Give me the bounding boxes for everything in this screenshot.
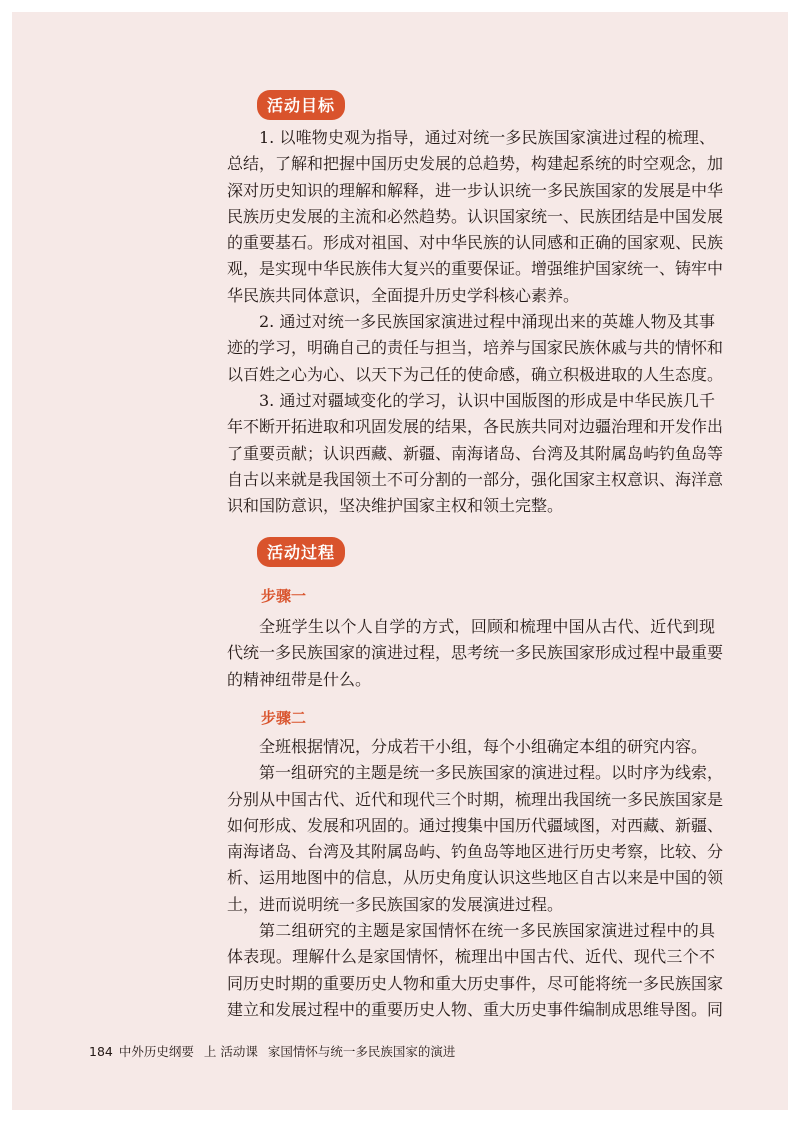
text-line: 深对历史知识的理解和解释，进一步认识统一多民族国家的发展是中华 bbox=[227, 180, 724, 200]
book-title: 中外历史纲要 bbox=[118, 1044, 194, 1059]
text-line: 了重要贡献；认识西藏、新疆、南海诸岛、台湾及其附属岛屿钓鱼岛等 bbox=[227, 443, 724, 463]
text-line: 观，是实现中华民族伟大复兴的重要保证。增强维护国家统一、铸牢中 bbox=[227, 259, 724, 279]
text-line: 总结，了解和把握中国历史发展的总趋势，构建起系统的时空观念，加 bbox=[227, 154, 724, 174]
volume-label: 上 bbox=[203, 1044, 217, 1059]
text-line: 析、运用地图中的信息，从历史角度认识这些地区自古以来是中国的领 bbox=[227, 868, 724, 888]
text-line: 识和国防意识，坚决维护国家主权和领土完整。 bbox=[227, 496, 564, 516]
text-line: 全班学生以个人自学的方式，回顾和梳理中国从古代、近代到现 bbox=[259, 617, 715, 636]
lesson-type: 活动课 bbox=[220, 1044, 258, 1059]
textbook-page bbox=[12, 12, 788, 1110]
step-two-text bbox=[227, 734, 724, 1023]
section-badge-process: 活动过程 bbox=[257, 537, 345, 567]
goals-text bbox=[227, 125, 724, 519]
page-number: 184 bbox=[89, 1044, 113, 1059]
text-line: 民族历史发展的主流和必然趋势。认识国家统一、民族团结是中国发展 bbox=[227, 206, 724, 226]
page-footer bbox=[89, 1042, 455, 1060]
text-line: 代统一多民族国家的演进过程，思考统一多民族国家形成过程中最重要 bbox=[227, 643, 724, 663]
text-line: 建立和发展过程中的重要历史人物、重大历史事件编制成思维导图。同 bbox=[227, 999, 724, 1019]
text-line: 体表现。理解什么是家国情怀，梳理出中国古代、近代、现代三个不 bbox=[227, 947, 715, 967]
text-line: 第一组研究的主题是统一多民族国家的演进过程。以时序为线索， bbox=[259, 763, 724, 783]
text-line: 全班根据情况，分成若干小组，每个小组确定本组的研究内容。 bbox=[259, 737, 708, 756]
text-line: 的精神纽带是什么。 bbox=[227, 669, 372, 689]
text-line: 1. 以唯物史观为指导，通过对统一多民族国家演进过程的梳理、 bbox=[259, 128, 715, 147]
text-line: 如何形成、发展和巩固的。通过搜集中国历代疆域图，对西藏、新疆、 bbox=[227, 815, 724, 835]
text-line: 的重要基石。形成对祖国、对中华民族的认同感和正确的国家观、民族 bbox=[227, 233, 724, 253]
lesson-title: 家国情怀与统一多民族国家的演进 bbox=[267, 1044, 456, 1059]
text-line: 第二组研究的主题是家国情怀在统一多民族国家演进过程中的具 bbox=[259, 921, 715, 941]
text-line: 同历史时期的重要历史人物和重大历史事件，尽可能将统一多民族国家 bbox=[227, 973, 724, 993]
text-line: 年不断开拓进取和巩固发展的结果，各民族共同对边疆治理和开发作出 bbox=[227, 417, 724, 437]
step-two-title: 步骤二 bbox=[261, 709, 307, 727]
text-line: 2. 通过对统一多民族国家演进过程中涌现出来的英雄人物及其事 bbox=[259, 312, 715, 332]
text-line: 自古以来就是我国领土不可分割的一部分，强化国家主权意识、海洋意 bbox=[227, 469, 724, 489]
text-line: 迹的学习，明确自己的责任与担当，培养与国家民族休戚与共的情怀和 bbox=[227, 338, 724, 358]
text-line: 以百姓之心为心、以天下为己任的使命感，确立积极进取的人生态度。 bbox=[227, 364, 724, 384]
step-one-title: 步骤一 bbox=[261, 587, 307, 605]
text-line: 3. 通过对疆域变化的学习，认识中国版图的形成是中华民族几千 bbox=[259, 390, 715, 410]
text-line: 南海诸岛、台湾及其附属岛屿、钓鱼岛等地区进行历史考察，比较、分 bbox=[227, 842, 724, 862]
text-line: 分别从中国古代、近代和现代三个时期，梳理出我国统一多民族国家是 bbox=[227, 789, 724, 809]
text-line: 土，进而说明统一多民族国家的发展演进过程。 bbox=[227, 894, 564, 914]
step-one-text bbox=[227, 614, 724, 693]
text-line: 华民族共同体意识，全面提升历史学科核心素养。 bbox=[227, 285, 580, 305]
section-badge-goals: 活动目标 bbox=[257, 90, 345, 120]
